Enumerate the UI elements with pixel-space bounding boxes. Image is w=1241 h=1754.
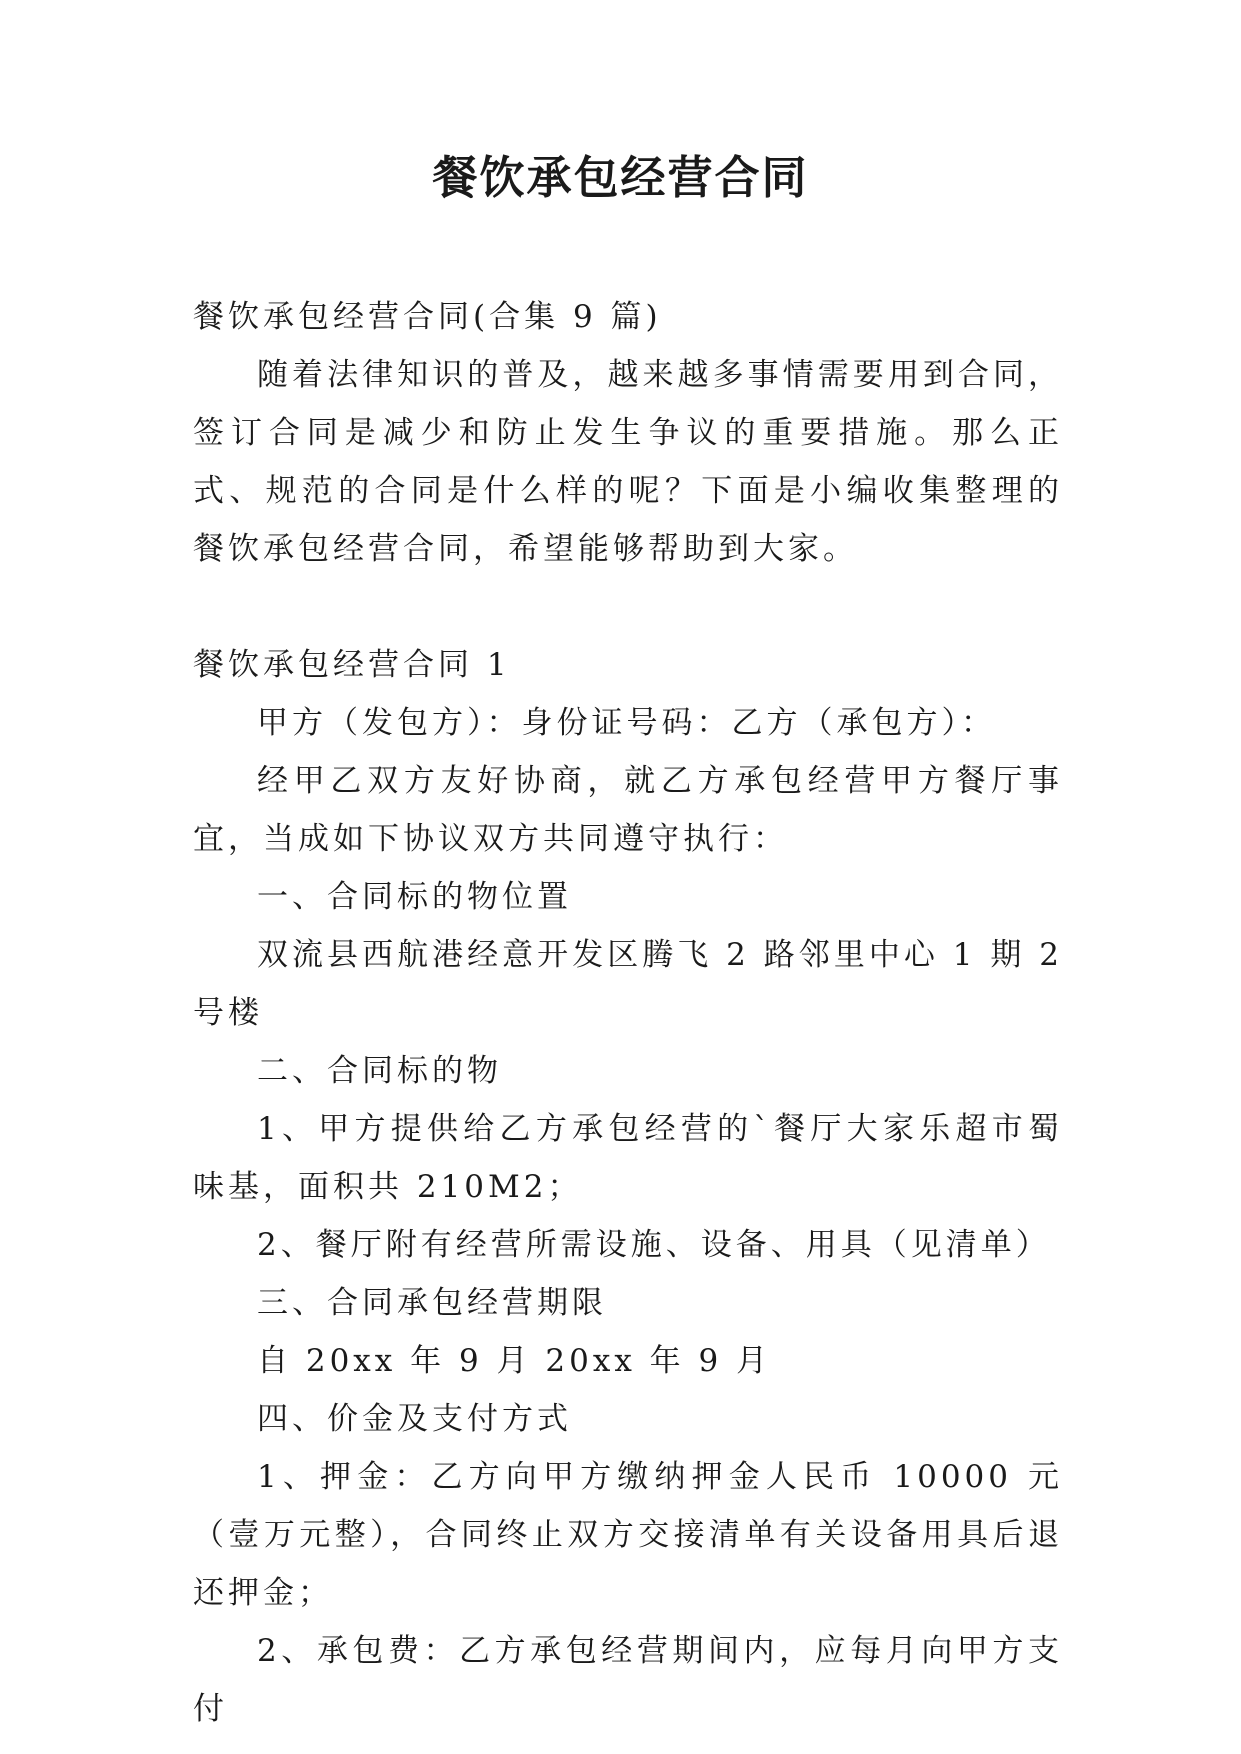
clause-text-subject-1: 1、甲方提供给乙方承包经营的`餐厅大家乐超市蜀味基，面积共 210M2； (193, 1111, 1063, 1205)
document-body (193, 288, 1063, 1738)
section-heading: 餐饮承包经营合同 1 (193, 647, 511, 683)
document-title: 餐饮承包经营合同 (432, 151, 809, 204)
clause-heading-3: 三、合同承包经营期限 (257, 1285, 607, 1321)
clause-text-term: 自 20xx 年 9 月 20xx 年 9 月 (257, 1343, 772, 1379)
clause-text-fee: 2、承包费：乙方承包经营期间内，应每月向甲方支付 (193, 1633, 1063, 1727)
party-info: 甲方（发包方）：身份证号码：乙方（承包方）： (257, 705, 996, 741)
clause-text-location: 双流县西航港经意开发区腾飞 2 路邻里中心 1 期 2 号楼 (193, 937, 1063, 1031)
clause-text-subject-2: 2、餐厅附有经营所需设施、设备、用具（见清单） (257, 1227, 1051, 1263)
paragraph-spacer (193, 578, 1063, 636)
intro-paragraph: 随着法律知识的普及，越来越多事情需要用到合同，签订合同是减少和防止发生争议的重要措施。那么正式、规范的合同是什么样的呢？下面是小编收集整理的餐饮承包经营合同，希望能够帮助到大家。 (193, 357, 1063, 567)
clause-heading-1: 一、合同标的物位置 (257, 879, 572, 915)
clause-text-deposit: 1、押金：乙方向甲方缴纳押金人民币 10000 元（壹万元整），合同终止双方交接清单有关设备用具后退还押金； (193, 1459, 1063, 1611)
agreement-preamble: 经甲乙双方友好协商，就乙方承包经营甲方餐厅事宜，当成如下协议双方共同遵守执行： (193, 763, 1063, 857)
clause-heading-4: 四、价金及支付方式 (257, 1401, 572, 1437)
document-subtitle: 餐饮承包经营合同(合集 9 篇) (193, 299, 662, 335)
clause-heading-2: 二、合同标的物 (257, 1053, 502, 1089)
